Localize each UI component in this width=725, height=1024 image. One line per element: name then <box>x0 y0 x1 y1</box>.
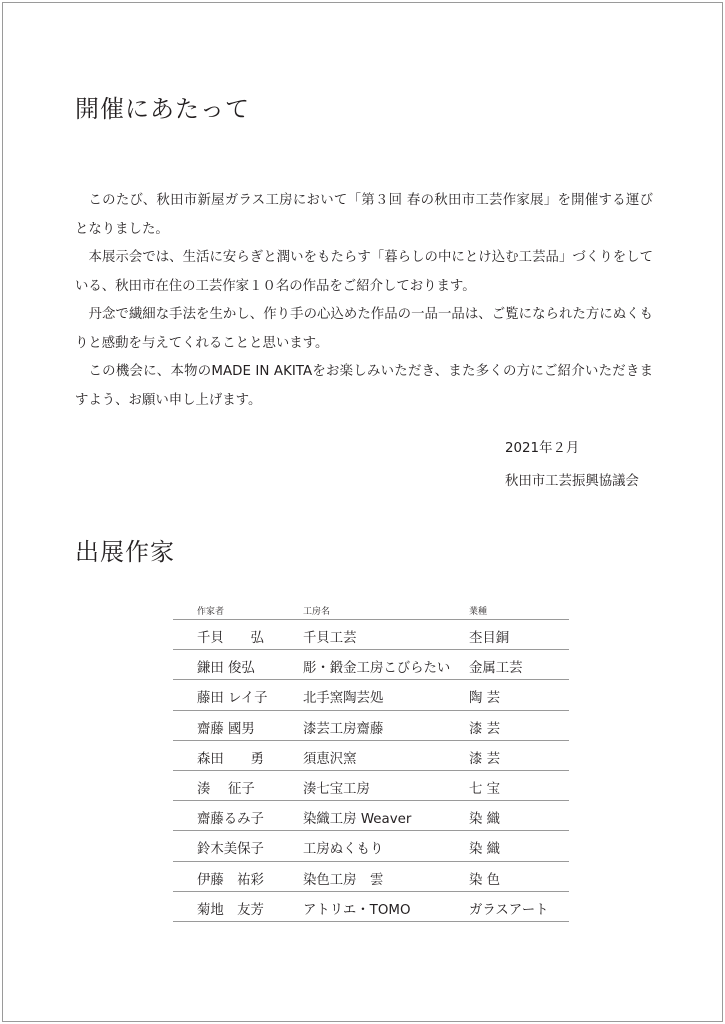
craft-category: 染 色 <box>469 872 501 888</box>
greeting-paragraph-3: 丹念で繊細な手法を生かし、作り手の心込めた作品の一品一品は、ご覧になられた方にぬくもりと感動を与えてくれることと思います。 <box>75 307 653 351</box>
table-row <box>173 741 569 771</box>
table-row <box>173 831 569 861</box>
artist-name: 鎌田 俊弘 <box>197 661 255 677</box>
exhibitors-table <box>173 601 569 922</box>
studio-name: 彫・鍛金工房こびらたい <box>303 661 451 677</box>
table-row <box>173 711 569 741</box>
studio-name: 染織工房 Weaver <box>303 812 412 828</box>
organization-name: 秋田市工芸振興協議会 <box>505 474 639 489</box>
studio-name: 須恵沢窯 <box>303 751 357 767</box>
studio-name: 湊七宝工房 <box>303 781 370 797</box>
studio-name: 千貝工芸 <box>303 631 357 646</box>
craft-category: 杢目銅 <box>469 631 510 646</box>
issue-date: 2021年２月 <box>505 441 580 456</box>
craft-category: 染 織 <box>469 812 501 828</box>
artist-name: 森田 勇 <box>197 751 264 767</box>
exhibitors-title: 出展作家 <box>75 538 175 566</box>
studio-name: アトリエ・TOMO <box>303 902 411 918</box>
craft-category: 七 宝 <box>469 781 501 797</box>
artist-name: 鈴木美保子 <box>197 842 264 858</box>
craft-category: 金属工芸 <box>469 661 523 677</box>
greeting-title: 開催にあたって <box>75 95 250 123</box>
table-row <box>173 892 569 922</box>
studio-name: 北手窯陶芸処 <box>303 691 384 707</box>
table-row <box>173 650 569 680</box>
craft-category: 陶 芸 <box>469 691 501 707</box>
studio-name: 染色工房 雲 <box>303 872 384 888</box>
artist-name: 菊地 友芳 <box>197 902 264 918</box>
table-row <box>173 680 569 710</box>
table-header <box>173 601 569 620</box>
artist-name: 藤田 レイ子 <box>197 691 268 707</box>
header-category: 業種 <box>469 607 488 617</box>
craft-category: 漆 芸 <box>469 721 501 737</box>
header-studio: 工房名 <box>303 607 331 617</box>
craft-category: ガラスアート <box>469 902 549 918</box>
studio-name: 漆芸工房齋藤 <box>303 721 384 737</box>
craft-category: 染 織 <box>469 842 501 858</box>
greeting-paragraph-1: このたび、秋田市新屋ガラス工房において「第３回 春の秋田市工芸作家展」を開催する運びとなりました。 <box>75 193 653 237</box>
header-artist: 作家者 <box>197 607 225 617</box>
craft-category: 漆 芸 <box>469 751 501 767</box>
artist-name: 伊藤 祐彩 <box>197 872 264 888</box>
table-row <box>173 862 569 892</box>
artist-name: 湊 征子 <box>197 781 255 797</box>
table-row <box>173 771 569 801</box>
greeting-paragraph-2: 本展示会では、生活に安らぎと潤いをもたらす「暮らしの中にとけ込む工芸品」づくりをしている、秋田市在住の工芸作家１０名の作品をご紹介しております。 <box>75 250 653 294</box>
table-row <box>173 801 569 831</box>
artist-name: 千貝 弘 <box>197 631 264 646</box>
artist-name: 齋藤るみ子 <box>197 812 264 828</box>
artist-name: 齋藤 國男 <box>197 721 255 737</box>
greeting-paragraph-4: この機会に、本物のMADE IN AKITAをお楽しみいただき、また多くの方にご紹介いただきますよう、お願い申し上げます。 <box>75 364 653 408</box>
table-row <box>173 620 569 650</box>
studio-name: 工房ぬくもり <box>303 842 384 858</box>
